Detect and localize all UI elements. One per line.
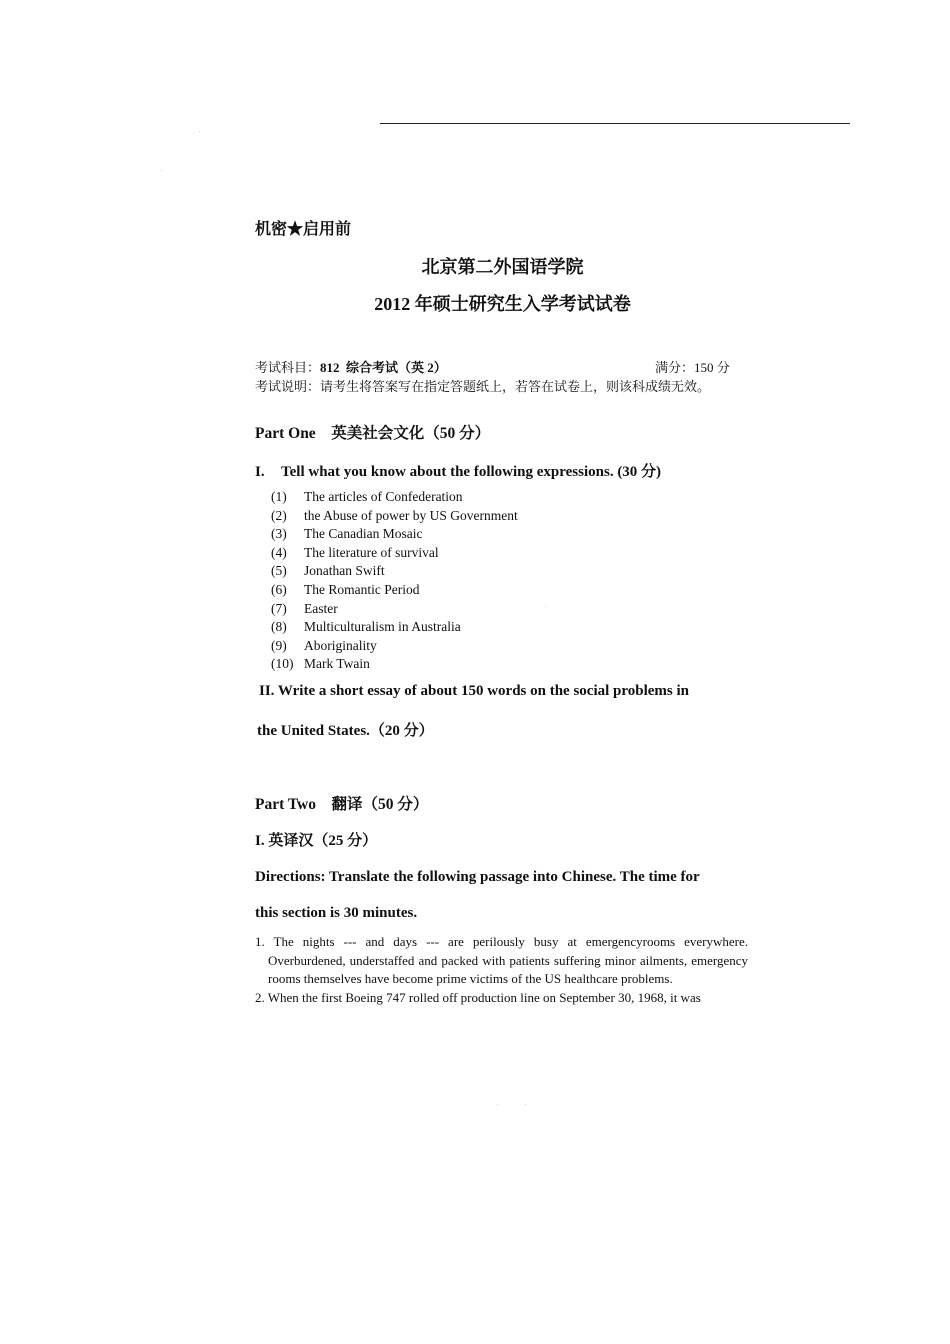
directions-line-1: Directions: Translate the following passage into Chinese. The time for (255, 869, 700, 885)
item-number: (10) (271, 656, 294, 672)
item-number: (4) (271, 544, 287, 560)
passage-paragraph-1: 1. The nights --- and days --- are perilously busy at emergencyrooms everywhere. Overburdened, understaffed and packed with patients suffering minor ailments, emergency rooms themselves have become prime victims of the US healthcare problems. (255, 934, 748, 986)
item-number: (9) (271, 637, 287, 653)
directions-line-2: this section is 30 minutes. (255, 905, 418, 921)
passage-paragraph-2: 2. When the first Boeing 747 rolled off production line on September 30, 1968, it was (255, 989, 701, 1005)
scan-speck (525, 1104, 526, 1105)
subject-line (255, 357, 447, 376)
part-two-heading: Part Two 翻译（50 分） (255, 796, 429, 813)
full-score: 满分：150 分 (655, 360, 730, 375)
list-item (271, 581, 518, 600)
subject-code: 812 (320, 360, 340, 375)
exam-title: 2012 年硕士研究生入学考试试卷 (374, 294, 631, 314)
item-text: The Canadian Mosaic (304, 526, 423, 542)
list-item (271, 507, 518, 526)
list-item (271, 544, 518, 563)
item-text: Mark Twain (304, 656, 370, 672)
section-roman: I. (255, 464, 265, 480)
scan-speck (497, 1104, 498, 1105)
confidential-label: 机密★启用前 (255, 221, 352, 238)
scan-speck (199, 131, 200, 132)
item-text: Easter (304, 600, 338, 616)
item-text: Jonathan Swift (304, 563, 385, 579)
item-number: (1) (271, 489, 287, 504)
list-item (271, 488, 518, 507)
item-number: (7) (271, 600, 287, 616)
item-number: (5) (271, 563, 287, 579)
translation-section-heading: I. 英译汉（25 分） (255, 833, 378, 849)
item-text: Aboriginality (304, 637, 377, 653)
item-number: (8) (271, 619, 287, 635)
essay-prompt-line-1: II. Write a short essay of about 150 words on the social problems in (259, 683, 690, 699)
scan-speck (545, 606, 546, 607)
list-item (271, 600, 518, 619)
item-number: (6) (271, 581, 287, 597)
list-item (271, 525, 518, 544)
essay-prompt-line-2: the United States.（20 分） (257, 723, 434, 739)
item-number: (2) (271, 507, 287, 523)
list-item (271, 655, 518, 674)
scan-speck (161, 170, 162, 171)
item-text: the Abuse of power by US Government (304, 507, 518, 523)
school-title: 北京第二外国语学院 (421, 257, 584, 277)
item-text: The literature of survival (304, 544, 439, 560)
list-item (271, 637, 518, 656)
item-text: The Romantic Period (304, 581, 420, 597)
list-item (271, 562, 518, 581)
exam-note: 考试说明：请考生将答案写在指定答题纸上，若答在试卷上，则该科成绩无效。 (255, 379, 711, 394)
expressions-list (271, 488, 518, 674)
list-item (271, 618, 518, 637)
translation-passage (255, 933, 748, 1007)
item-text: Multiculturalism in Australia (304, 619, 461, 635)
item-text: The articles of Confederation (304, 489, 463, 504)
subject-label: 考试科目： (255, 360, 321, 375)
part-one-section-1-heading (255, 460, 661, 481)
top-rule (380, 123, 850, 124)
part-one-heading: Part One 英美社会文化（50 分） (255, 425, 491, 442)
item-number: (3) (271, 526, 287, 542)
subject-name: 综合考试（英 2） (346, 360, 447, 375)
section-title: Tell what you know about the following expressions. (30 分) (281, 464, 662, 480)
